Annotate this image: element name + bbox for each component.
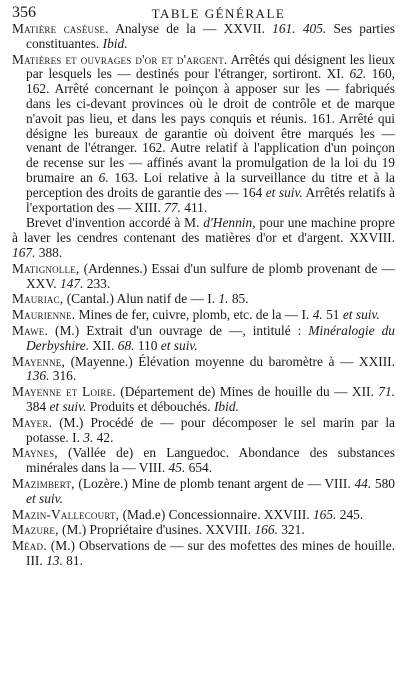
entry-reference: Ibid. bbox=[213, 398, 239, 414]
index-entry bbox=[12, 385, 395, 415]
entry-text: 233. bbox=[83, 275, 111, 291]
entry-reference: 166. bbox=[254, 522, 278, 538]
entry-heading: Matière caséuse. bbox=[12, 21, 109, 36]
index-entry bbox=[12, 523, 395, 538]
entry-reference: Ibid. bbox=[102, 35, 128, 51]
entry-reference: et suiv. bbox=[26, 490, 63, 506]
entry-heading: Mayenne et Loire. bbox=[12, 384, 116, 400]
entry-heading: Mazure, bbox=[12, 522, 59, 538]
entry-text: XII. bbox=[89, 337, 118, 353]
page-number: 356 bbox=[12, 4, 36, 21]
entry-heading: Mazin-Vallecourt, bbox=[12, 506, 120, 522]
entry-text: (Cantal.) Alun natif de — I. bbox=[63, 291, 219, 307]
entry-text: Mines de fer, cuivre, plomb, etc. de la — I. bbox=[75, 307, 313, 323]
index-entry bbox=[12, 355, 395, 385]
entry-heading: Matières et ouvrages d'or et d'argent. bbox=[12, 51, 228, 67]
entry-text: 411. bbox=[180, 199, 208, 215]
running-head: TABLE GÉNÉRALE bbox=[151, 6, 286, 21]
entry-text: (Ardennes.) Essai d'un sulfure de plomb provenant de — XXV. bbox=[26, 260, 395, 291]
entry-text: (Département de) Mines de houille du — XII. bbox=[115, 384, 379, 400]
entry-text: 388. bbox=[35, 244, 63, 260]
entry-text: 321. bbox=[277, 522, 305, 538]
entry-text: , pour une machine propre à laver les cendres contenant des matières d'or et d'argent. XXVIII. bbox=[12, 215, 395, 246]
entry-reference: et suiv. bbox=[49, 398, 87, 414]
entry-text: (Mad.e) Concessionnaire. XXVIII. bbox=[119, 506, 313, 522]
entry-heading: Mazimbert, bbox=[12, 475, 75, 491]
entry-heading: Maynes, bbox=[12, 445, 58, 461]
entry-text: Brevet d'invention accordé à M. bbox=[26, 215, 204, 231]
index-entry bbox=[12, 308, 395, 323]
entry-heading: Mauriac, bbox=[12, 291, 64, 307]
entry-heading: Mawe. bbox=[12, 322, 49, 338]
entry-text: 245. bbox=[336, 506, 364, 522]
entry-text: (M.) Extrait d'un ouvrage de —, intitulé : bbox=[48, 322, 309, 338]
page-header bbox=[12, 4, 395, 22]
entry-text: Arrêtés qui désignent les lieux par lesquels les — destinés pour l'étranger, sortiront. XI. bbox=[26, 51, 395, 82]
entry-reference: Minéralogie du Derbyshire. bbox=[26, 322, 396, 353]
index-entry bbox=[12, 262, 395, 292]
entry-text: Ses parties constituantes. bbox=[26, 21, 395, 51]
entry-reference: 45. bbox=[168, 460, 186, 476]
index-entry bbox=[12, 477, 395, 507]
entry-text: 85. bbox=[228, 291, 249, 307]
entry-text: (Lozère.) Mine de plomb tenant argent de — VIII. bbox=[74, 475, 355, 491]
entry-reference: et suiv. bbox=[342, 307, 380, 323]
entry-reference: 136. bbox=[26, 368, 50, 384]
entry-reference: 3. bbox=[83, 429, 94, 445]
entry-text: 42. bbox=[93, 429, 114, 445]
entry-text: (M.) Observations de — sur des mofettes des mines de houille. III. bbox=[26, 538, 395, 568]
entry-reference: 147. bbox=[59, 275, 84, 291]
entry-heading: Mayenne, bbox=[12, 353, 66, 369]
index-entry bbox=[12, 446, 395, 476]
entry-reference: 1. bbox=[218, 291, 229, 307]
entry-text: (Vallée de) en Languedoc. Abondance des substances minérales dans la — VIII. bbox=[26, 445, 395, 476]
entry-reference: 13. bbox=[46, 552, 63, 568]
entry-text: 81. bbox=[62, 552, 83, 568]
entry-heading: Matignolle, bbox=[12, 260, 80, 276]
entry-text: Arrêtés relatifs à l'exportation des — XIII. bbox=[26, 184, 395, 215]
entry-heading: Mayer. bbox=[12, 414, 53, 430]
entry-reference: 161. 405. bbox=[272, 21, 327, 36]
index-entries bbox=[12, 22, 395, 569]
entry-reference: 6. bbox=[98, 169, 109, 185]
document-page bbox=[12, 0, 395, 700]
index-entry bbox=[12, 508, 395, 523]
entry-text: 51 bbox=[322, 307, 343, 323]
entry-text: 384 bbox=[26, 398, 50, 414]
entry-text: 654. bbox=[185, 460, 213, 476]
entry-reference: 4. bbox=[312, 307, 323, 323]
entry-reference: 71. bbox=[378, 384, 395, 400]
index-entry bbox=[12, 53, 395, 216]
entry-text: 160, 162. Arrêté concernant le poinçon à apposer sur les — fabriqués dans les ci-devant provinces où le droit de contrôle et de marque n'avoit pas lieu, et dans les pays conquis et réunis. 161. Arrêté qui désigne les bureaux de garantie où doivent être marqués les — venant de l'étranger. 162. Autre relatif à l'application d'un poinçon de recense sur les — affinés avant la promulgation de la loi du 19 brumaire an bbox=[26, 66, 395, 185]
entry-text: (M.) Propriétaire d'usines. XXVIII. bbox=[58, 522, 255, 538]
entry-text: (Mayenne.) Élévation moyenne du baromètre à — XXIII. bbox=[65, 353, 395, 369]
entry-text: 316. bbox=[49, 368, 77, 384]
entry-reference: 62. bbox=[349, 66, 367, 82]
entry-text: Produits et débouchés. bbox=[86, 398, 214, 414]
entry-text: (M.) Procédé de — pour décomposer le sel marin par la potasse. I. bbox=[26, 414, 395, 445]
entry-text: Analyse de la — XXVII. bbox=[108, 21, 273, 36]
entry-text: 580 bbox=[371, 475, 395, 491]
entry-reference: et suiv. bbox=[265, 184, 303, 200]
entry-heading: Méad. bbox=[12, 538, 47, 554]
index-entry bbox=[12, 416, 395, 446]
entry-reference: 68. bbox=[117, 337, 135, 353]
entry-reference: 167. bbox=[12, 244, 36, 260]
entry-text: 110 bbox=[134, 337, 161, 353]
entry-reference: d'Hennin bbox=[203, 215, 253, 231]
index-entry bbox=[12, 324, 395, 354]
entry-reference: 165. bbox=[312, 506, 337, 522]
index-entry bbox=[12, 22, 395, 52]
entry-text: 163. Loi relative à la surveillance du titre et à la perception des droits de garantie des — 164 bbox=[26, 169, 395, 200]
entry-reference: 44. bbox=[354, 475, 372, 491]
entry-reference: et suiv. bbox=[160, 337, 198, 353]
index-entry bbox=[12, 216, 395, 260]
entry-reference: 77. bbox=[164, 199, 181, 215]
entry-heading: Maurienne. bbox=[12, 307, 76, 323]
index-entry bbox=[12, 539, 395, 569]
index-entry bbox=[12, 292, 395, 307]
